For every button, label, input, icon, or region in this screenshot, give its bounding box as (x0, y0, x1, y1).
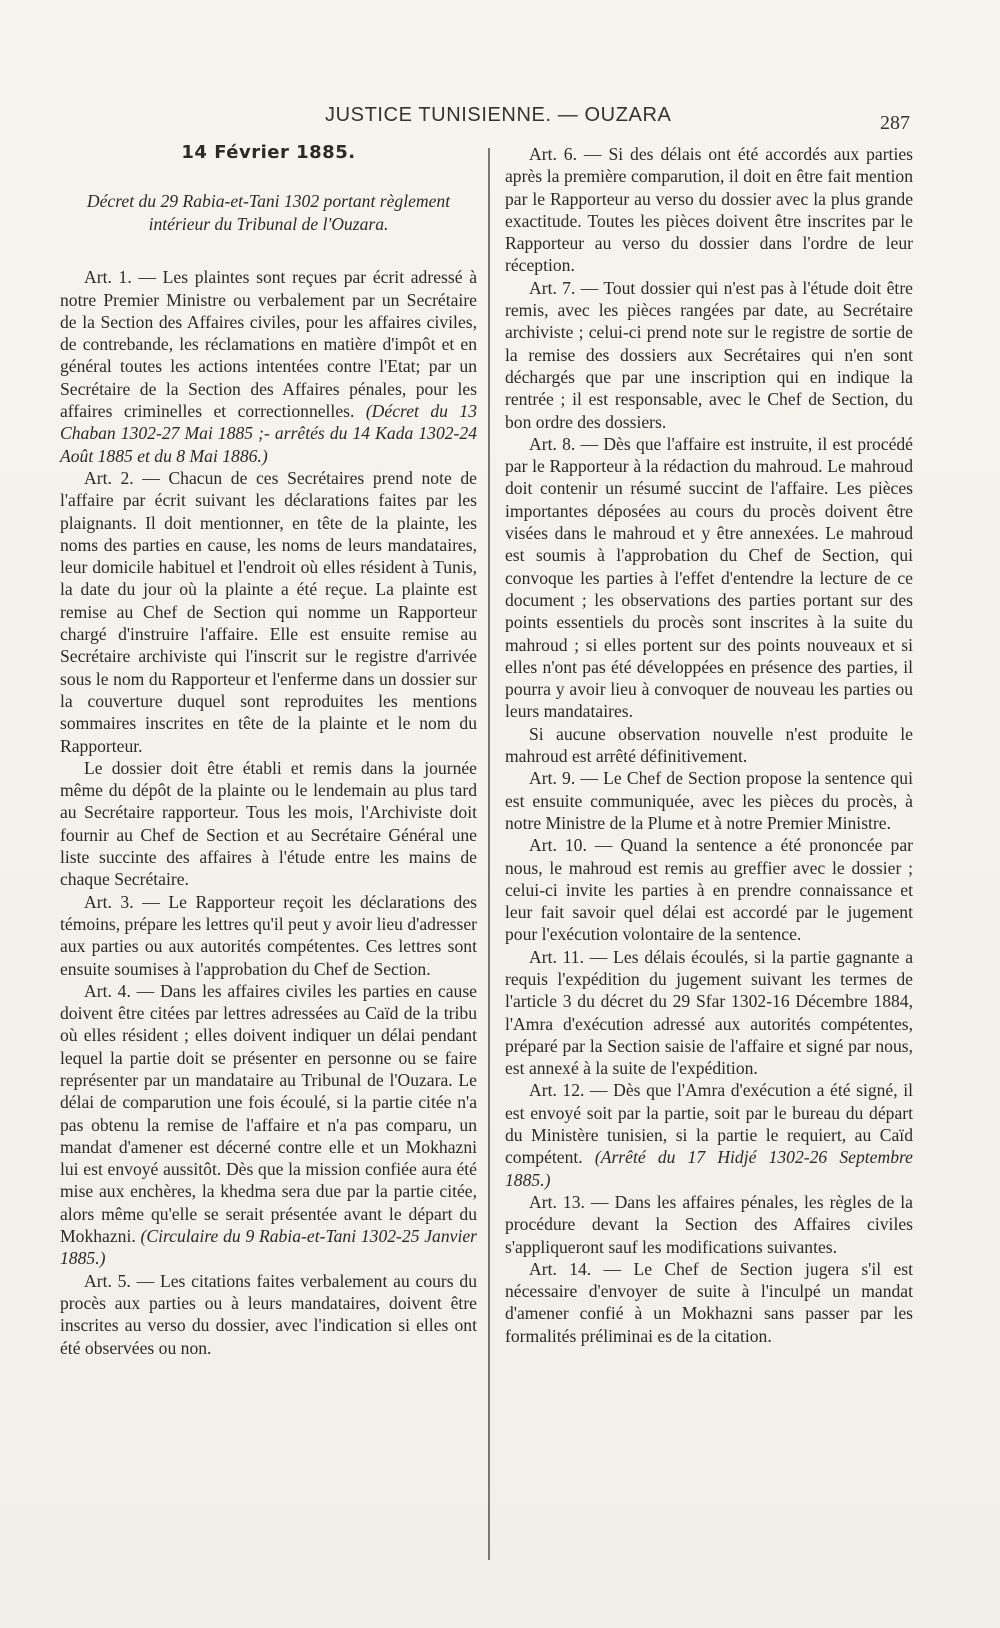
paragraph-text: Art. 1. — Les plaintes sont reçues par écrit adressé à notre Premier Ministre ou verbalement par un Secrétaire de la Section des Affaires civiles, pour les affaires civiles, de contrebande, les réclamations en matière d'impôt et en général toutes les actions intentées contre l'Etat; par un Secrétaire de la Section des Affaires pénales, pour les affaires criminelles et correctionnelles. (60, 267, 477, 422)
paragraph-text: Art. 12. — Dès que l'Amra d'exécution a été signé, il est envoyé soit par la partie, soit par le bureau du départ du Ministère tunisien, si la partie le requiert, au Caïd compétent. (505, 1080, 913, 1168)
paragraph-text: Art. 4. — Dans les affaires civiles les parties en cause doivent être citées par lettres adressées au Caïd de la tribu où elles résident ; elles doivent indiquer un délai pendant lequel la partie doit se présenter en personne ou se faire représenter par un mandataire au Tribunal de l'Ouzara. Le délai de comparution une fois écoulé, si la partie citée n'a pas obtenu la remise de l'affaire et n'a pas comparu, un mandat d'amener est décerné contre elle et un Mokhazni lui est envoyé aussitôt. Dès que la mission confiée aura été mise aux enchères, la khedma sera due par la partie citée, alors même qu'elle se serait présentée avant le départ du Mokhazni. (60, 980, 477, 1247)
article-paragraph (505, 1191, 913, 1258)
right-column (505, 143, 913, 1347)
article-paragraph (505, 1258, 913, 1347)
paragraph-text: Art. 14. — Le Chef de Section jugera s'il est nécessaire d'envoyer de suite à l'inculpé un mandat d'amener confié à un Mokhazni sans passer par les formalités préliminai es de la citation. (505, 1258, 913, 1346)
paragraph-text: Art. 7. — Tout dossier qui n'est pas à l'étude doit être remis, avec les pièces rangées par date, au Secrétaire archiviste ; celui-ci prend note sur le registre de sortie de la remise des dossiers aux Secrétaires qui n'en sont déchargés que par une inscription qui en indique la rentrée ; il est responsable, avec le Chef de Section, du bon ordre des dossiers. (505, 277, 913, 432)
article-paragraph (505, 277, 913, 433)
article-paragraph (60, 757, 477, 891)
paragraph-text: Art. 6. — Si des délais ont été accordés aux parties après la première comparution, il doit en être fait mention par le Rapporteur au verso du dossier avec la plus grande exactitude. Toutes les pièces doivent être inscrites par le Rapporteur au verso du dossier dans l'ordre de leur réception. (505, 144, 913, 276)
paragraph-text: Art. 5. — Les citations faites verbalement au cours du procès aux parties ou à leurs mandataires, doivent être inscrites au verso du dossier, avec l'indication si elles ont été observées ou non. (60, 1270, 477, 1358)
article-paragraph (60, 980, 477, 1270)
article-paragraph (505, 723, 913, 768)
article-paragraph (60, 266, 477, 467)
article-paragraph (60, 467, 477, 757)
legal-reference: (Décret du 13 Chaban 1302-27 Mai 1885 ;- arrêtés du 14 Kada 1302-24 Août 1885 et du 8 Mai 1886.) (60, 401, 477, 466)
article-paragraph (505, 834, 913, 945)
decree-date: 14 Février 1885. (181, 142, 356, 163)
paragraph-text: Art. 3. — Le Rapporteur reçoit les déclarations des témoins, prépare les lettres qu'il peut y avoir lieu d'adresser aux parties ou aux autorités compétentes. Ces lettres sont ensuite soumises à l'approbation du Chef de Section. (60, 891, 477, 979)
article-paragraph (505, 767, 913, 834)
legal-reference: (Arrêté du 17 Hidjé 1302-26 Septembre 1885.) (505, 1147, 913, 1190)
article-paragraph (60, 891, 477, 980)
legal-reference: (Circulaire du 9 Rabia-et-Tani 1302-25 Janvier 1885.) (60, 1226, 477, 1269)
paragraph-text: Si aucune observation nouvelle n'est produite le mahroud est arrêté définitivement. (505, 723, 913, 767)
article-paragraph (505, 946, 913, 1080)
article-paragraph (505, 1079, 913, 1190)
article-paragraph (505, 143, 913, 277)
paragraph-text: Art. 13. — Dans les affaires pénales, les règles de la procédure devant la Section des Affaires civiles s'appliqueront sauf les modifications suivantes. (505, 1191, 913, 1257)
paragraph-text: Art. 8. — Dès que l'affaire est instruite, il est procédé par le Rapporteur à la rédaction du mahroud. Le mahroud doit contenir un résumé succint de l'affaire. Les pièces importantes déposées au cours du procès doivent être visées dans le mahroud et y être annexées. Le mahroud est soumis à l'approbation du Chef de Section, qui convoque les parties à l'effet d'entendre la lecture de ce document ; les observations des parties portant sur des points essentiels du procès sont inscrites à la suite du mahroud ; si elles portent sur des points nouveaux et si elles n'ont pas été développées en présence des parties, il pourra y avoir lieu à convoquer de nouveau les parties ou leurs mandataires. (505, 433, 913, 722)
paragraph-text: Art. 11. — Les délais écoulés, si la partie gagnante a requis l'expédition du jugement suivant les termes de l'article 3 du décret du 29 Sfar 1302-16 Décembre 1884, l'Amra d'exécution adressé aux autorités compétentes, préparé par la Section saisie de l'affaire et signé par nous, est annexé à la suite de l'expédition. (505, 946, 913, 1079)
page-number: 287 (880, 112, 910, 134)
left-column (60, 142, 477, 1359)
paragraph-text: Art. 10. — Quand la sentence a été prononcée par nous, le mahroud est remis au greffier avec le dossier ; celui-ci invite les parties à en prendre connaissance et leur fait savoir quel délai est accordé par le jugement pour l'exécution volontaire de la sentence. (505, 835, 913, 945)
article-paragraph (505, 433, 913, 723)
paragraph-text: Art. 2. — Chacun de ces Secrétaires prend note de l'affaire par écrit suivant les déclarations faites par les plaignants. Il doit mentionner, en tête de la plainte, les noms des parties en cause, les noms de leurs mandataires, leur domicile habituel et l'endroit où elles résident à Tunis, la date du jour où la plainte a été reçue. La plainte est remise au Chef de Section qui nomme un Rapporteur chargé d'instruire l'affaire. Elle est ensuite remise au Secrétaire archiviste qui l'inscrit sur le registre d'arrivée sous le nom du Rapporteur et l'enferme dans un dossier sur la couverture duquel sont reproduites les mentions sommaires inscrites en tête de la plainte et le nom du Rapporteur. (60, 467, 477, 756)
paragraph-text: Art. 9. — Le Chef de Section propose la sentence qui est ensuite communiquée, avec les pièces du procès, à notre Ministre de la Plume et à notre Premier Ministre. (505, 768, 913, 833)
article-paragraph (60, 1270, 477, 1359)
column-divider (488, 148, 490, 1560)
running-title: JUSTICE TUNISIENNE. — OUZARA (325, 104, 672, 126)
paragraph-text: Le dossier doit être établi et remis dans la journée même du dépôt de la plainte ou le lendemain au plus tard au Secrétaire rapporteur. Tous les mois, l'Archiviste doit fournir au Chef de Section et au Secrétaire Général une liste succinte des affaires à l'étude entre les mains de chaque Secrétaire. (60, 757, 477, 890)
decree-title: Décret du 29 Rabia-et-Tani 1302 portant règlement intérieur du Tribunal de l'Ouzara. (86, 191, 451, 235)
